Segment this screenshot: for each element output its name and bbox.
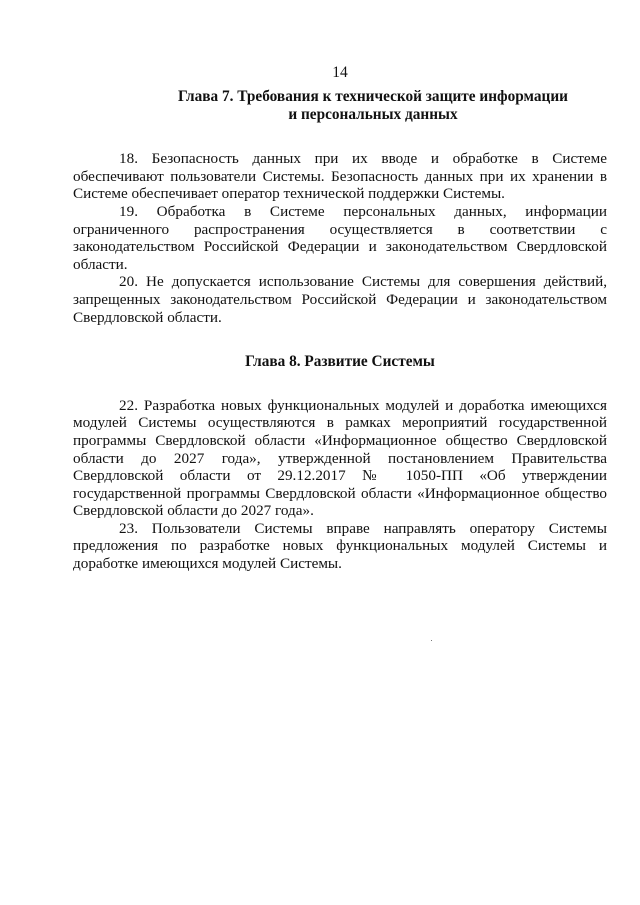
chapter-7-title-line1: Глава 7. Требования к технической защите информации (178, 88, 568, 105)
chapter-7-paragraphs (73, 150, 607, 326)
chapter-7-title-line2: и персональных данных (288, 105, 458, 123)
paragraph-18: 18. Безопасность данных при их вводе и обработке в Системе обеспечивают пользователи Системы. Безопасность данных при их хранении в Системе обеспечивает оператор технической поддержки Системы. (73, 150, 607, 203)
chapter-8-title: Глава 8. Развитие Системы (245, 353, 435, 371)
paragraph-23: 23. Пользователи Системы вправе направлять оператору Системы предложения по разработке новых функциональных модулей Системы и доработке имеющихся модулей Системы. (73, 519, 607, 573)
page-number: 14 (332, 64, 348, 81)
paragraph-20: 20. Не допускается использование Системы для совершения действий, запрещенных законодательством Российской Федерации и законодательством Свердловской области. (73, 273, 607, 326)
document-body (73, 88, 607, 573)
scan-dot (431, 640, 432, 641)
paragraph-22: 22. Разработка новых функциональных модулей и доработка имеющихся модулей Системы осуществляются в рамках мероприятий государственной программы Свердловской области «Информационное общество Свердловской области до 2027 года», утвержденной постановлением Правительства Свердловской области от 29.12.2017 № 1050-ПП «Об утверждении государственной программы Свердловской области «Информационное общество Свердловской области до 2027 года». (73, 396, 607, 520)
chapter-7 (73, 88, 607, 123)
paragraph-19: 19. Обработка в Системе персональных данных, информации ограниченного распространения осуществляется в соответствии с законодательством Российской Федерации и законодательством Свердловской области. (73, 202, 607, 273)
chapter-8-paragraphs (73, 397, 607, 573)
chapter-7-title (73, 88, 607, 123)
